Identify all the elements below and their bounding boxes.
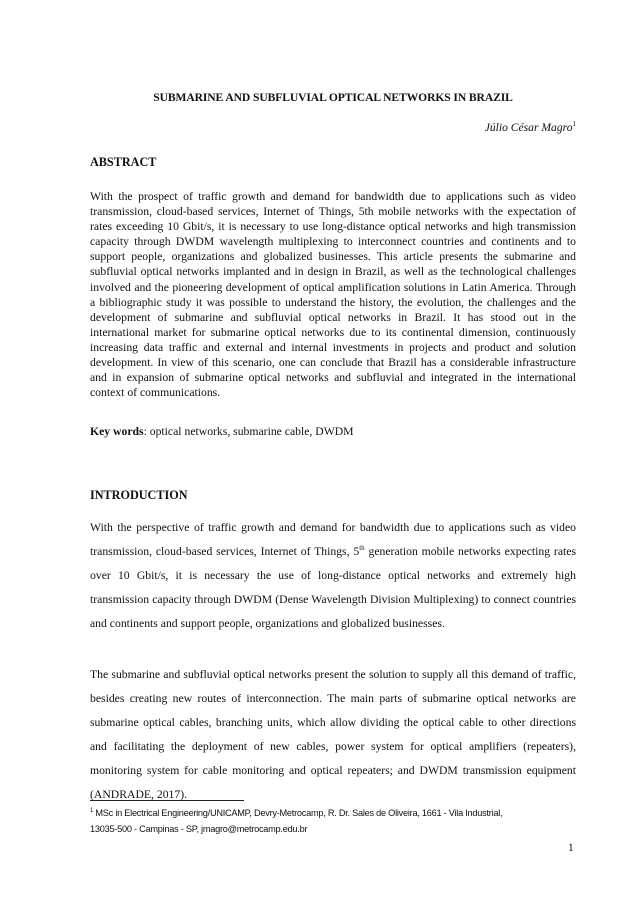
abstract-heading: ABSTRACT	[90, 155, 157, 169]
footnote	[90, 806, 590, 837]
intro-p1-superscript: th	[359, 544, 365, 553]
intro-p1-text-b: generation mobile networks expecting rates over 10 Gbit/s, it is necessary the use of long-distance optical networks and extremely high transmission capacity through DWDM (Dense Wavelength Division Multiplexing) to connect countries and continents and support people, organizations and globalized businesses.	[90, 544, 576, 630]
introduction-paragraph-2: The submarine and subfluvial optical networks present the solution to supply all this demand of traffic, besides creating new routes of interconnection. The main parts of submarine optical networks are submarine optical cables, branching units, which allow dividing the optical cable to other directions and facilitating the deployment of new cables, power system for optical amplifiers (repeaters), monitoring system for cable monitoring and optical repeaters; and DWDM transmission equipment (ANDRADE, 2017).	[90, 668, 576, 801]
keywords-label: Key words	[90, 425, 144, 438]
author-footnote-mark: 1	[572, 120, 576, 129]
page-number: 1	[568, 842, 574, 854]
paper-title: SUBMARINE AND SUBFLUVIAL OPTICAL NETWORKS IN BRAZIL	[153, 91, 513, 104]
intro-p1-text-a: With the perspective of traffic growth and demand for bandwidth due to applications such as video transmission, cloud-based services, Internet of Things, 5	[90, 521, 576, 558]
introduction-paragraph-1	[90, 516, 576, 636]
footnote-line-1: MSc in Electrical Engineering/UNICAMP, Devry-Metrocamp, R. Dr. Sales de Oliveira, 1661 - Vila Industrial,	[93, 808, 503, 818]
footnote-line-2: 13035-500 - Campinas - SP, jmagro@metrocamp.edu.br	[90, 823, 308, 834]
footnote-mark: 1	[90, 807, 94, 814]
keywords-text: : optical networks, submarine cable, DWDM	[143, 425, 354, 438]
author-name: Júlio César Magro	[484, 121, 573, 134]
keywords-line	[90, 424, 576, 439]
abstract-body: With the prospect of traffic growth and demand for bandwidth due to applications such as video transmission, cloud-based services, Internet of Things, 5th mobile networks with the expectation of rates exceeding 10 Gbit/s, it is necessary to use long-distance optical networks and high transmission capacity through DWDM wavelength multiplexing to interconnect countries and continents and to support people, organizations and globalized businesses. This article presents the submarine and subfluvial optical networks implanted and in design in Brazil, as well as the technological challenges involved and the pioneering development of optical amplification solutions in Latin America. Through a bibliographic study it was possible to understand the history, the evolution, the challenges and the development of submarine and subfluvial optical networks in Brazil. It has stood out in the international market for submarine optical networks due to its continental dimension, continuously increasing data traffic and external and internal investments in projects and product and solution development. In view of this scenario, one can conclude that Brazil has a considerable infrastructure and in expansion of submarine optical networks and subfluvial and integrated in the international context of communications.	[90, 190, 576, 400]
author-line	[485, 121, 576, 134]
introduction-heading: INTRODUCTION	[90, 488, 188, 502]
footnote-separator	[90, 800, 244, 801]
